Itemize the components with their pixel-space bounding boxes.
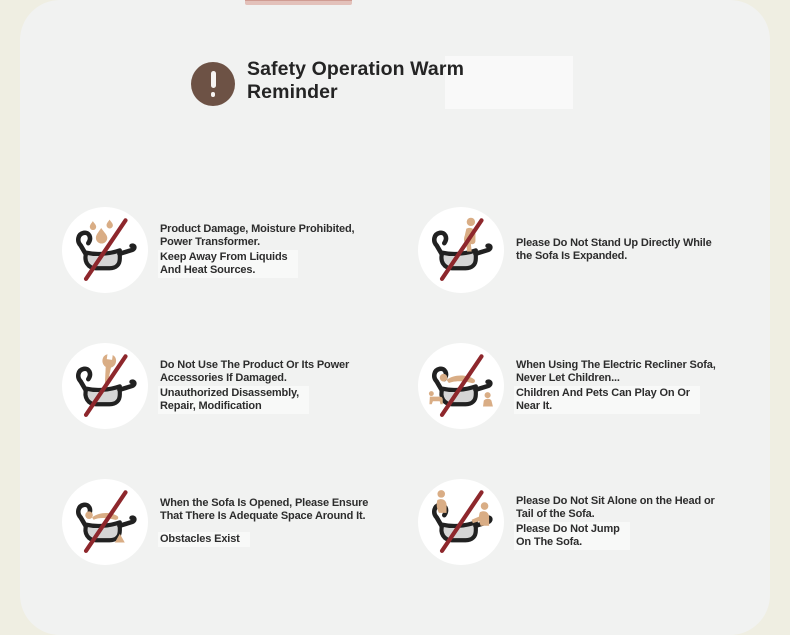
warning-segment [160,359,349,385]
no-standing-on-sofa-icon [423,212,499,288]
warning-line: When Using The Electric Recliner Sofa, [516,358,716,371]
no-sit-on-ends-sofa-icon [423,484,499,560]
warning-line: Please Do Not Stand Up Directly While [516,237,712,249]
no-repair-sofa-icon [67,348,143,424]
page-title-line1: Safety Operation Warm [247,58,465,80]
no-liquids-heat-sofa-icon [67,212,143,288]
warning-line: Please Do Not Sit Alone on the Head or [516,494,715,507]
icon-circle [418,207,504,293]
warning-line: Obstacles Exist [160,533,240,545]
warning-line: That There Is Adequate Space Around It. [160,510,366,522]
exclamation-icon [191,62,235,106]
warning-line: Accessories If Damaged. [160,371,287,384]
warning-line: Power Transformer. [160,235,261,248]
warning-line: Repair, Modification [160,399,262,412]
warning-segment [514,386,700,414]
warning-segment [160,497,368,523]
content-card [20,0,770,635]
warning-segment [160,223,354,249]
warning-line: Tail of the Sofa. [516,507,595,520]
warning-segment [158,386,309,414]
no-children-pets-sofa-icon [423,348,499,424]
page-title-line2: Reminder [247,81,338,103]
warning-text [160,223,354,278]
warning-line: Product Damage, Moisture Prohibited, [160,222,355,235]
warning-item-clearance [62,479,414,565]
warning-line: Unauthorized Disassembly, [160,386,300,399]
exclamation-bar [211,71,216,88]
title-highlight-patch [445,56,573,109]
warning-line: Never Let Children... [516,371,620,384]
icon-circle [418,479,504,565]
sofa-clearance-icon [67,484,143,560]
warning-text [516,495,715,550]
warning-text [516,237,712,263]
icon-circle [418,343,504,429]
icon-circle [62,479,148,565]
warning-line: On The Sofa. [516,535,583,548]
warning-segment [516,495,715,521]
warning-item-standing [418,207,770,293]
icon-circle [62,207,148,293]
warning-text [160,359,349,414]
warning-line: Children And Pets Can Play On Or [516,386,690,399]
warning-segment [514,522,630,550]
warning-line: Near It. [516,399,553,412]
exclamation-dot [211,92,216,97]
warning-text [160,497,368,547]
warning-line: And Heat Sources. [160,263,256,276]
warning-line: Keep Away From Liquids [160,250,288,263]
warning-line: Do Not Use The Product Or Its Power [160,358,350,371]
warning-item-moisture [62,207,414,293]
warning-line: the Sofa Is Expanded. [516,250,628,262]
warning-segment [516,359,716,385]
warning-segment [158,250,298,278]
warning-item-children-pets [418,343,770,429]
header [191,58,464,106]
warning-line: When the Sofa Is Opened, Please Ensure [160,497,369,509]
page-title [247,58,464,104]
warning-segment [158,532,250,547]
icon-circle [62,343,148,429]
warning-line: Please Do Not Jump [516,522,620,535]
warning-segment [516,237,712,263]
warning-item-sit-ends [418,479,770,565]
warning-item-repair [62,343,414,429]
scroll-remnant-bar [245,0,352,5]
warning-text [516,359,716,414]
